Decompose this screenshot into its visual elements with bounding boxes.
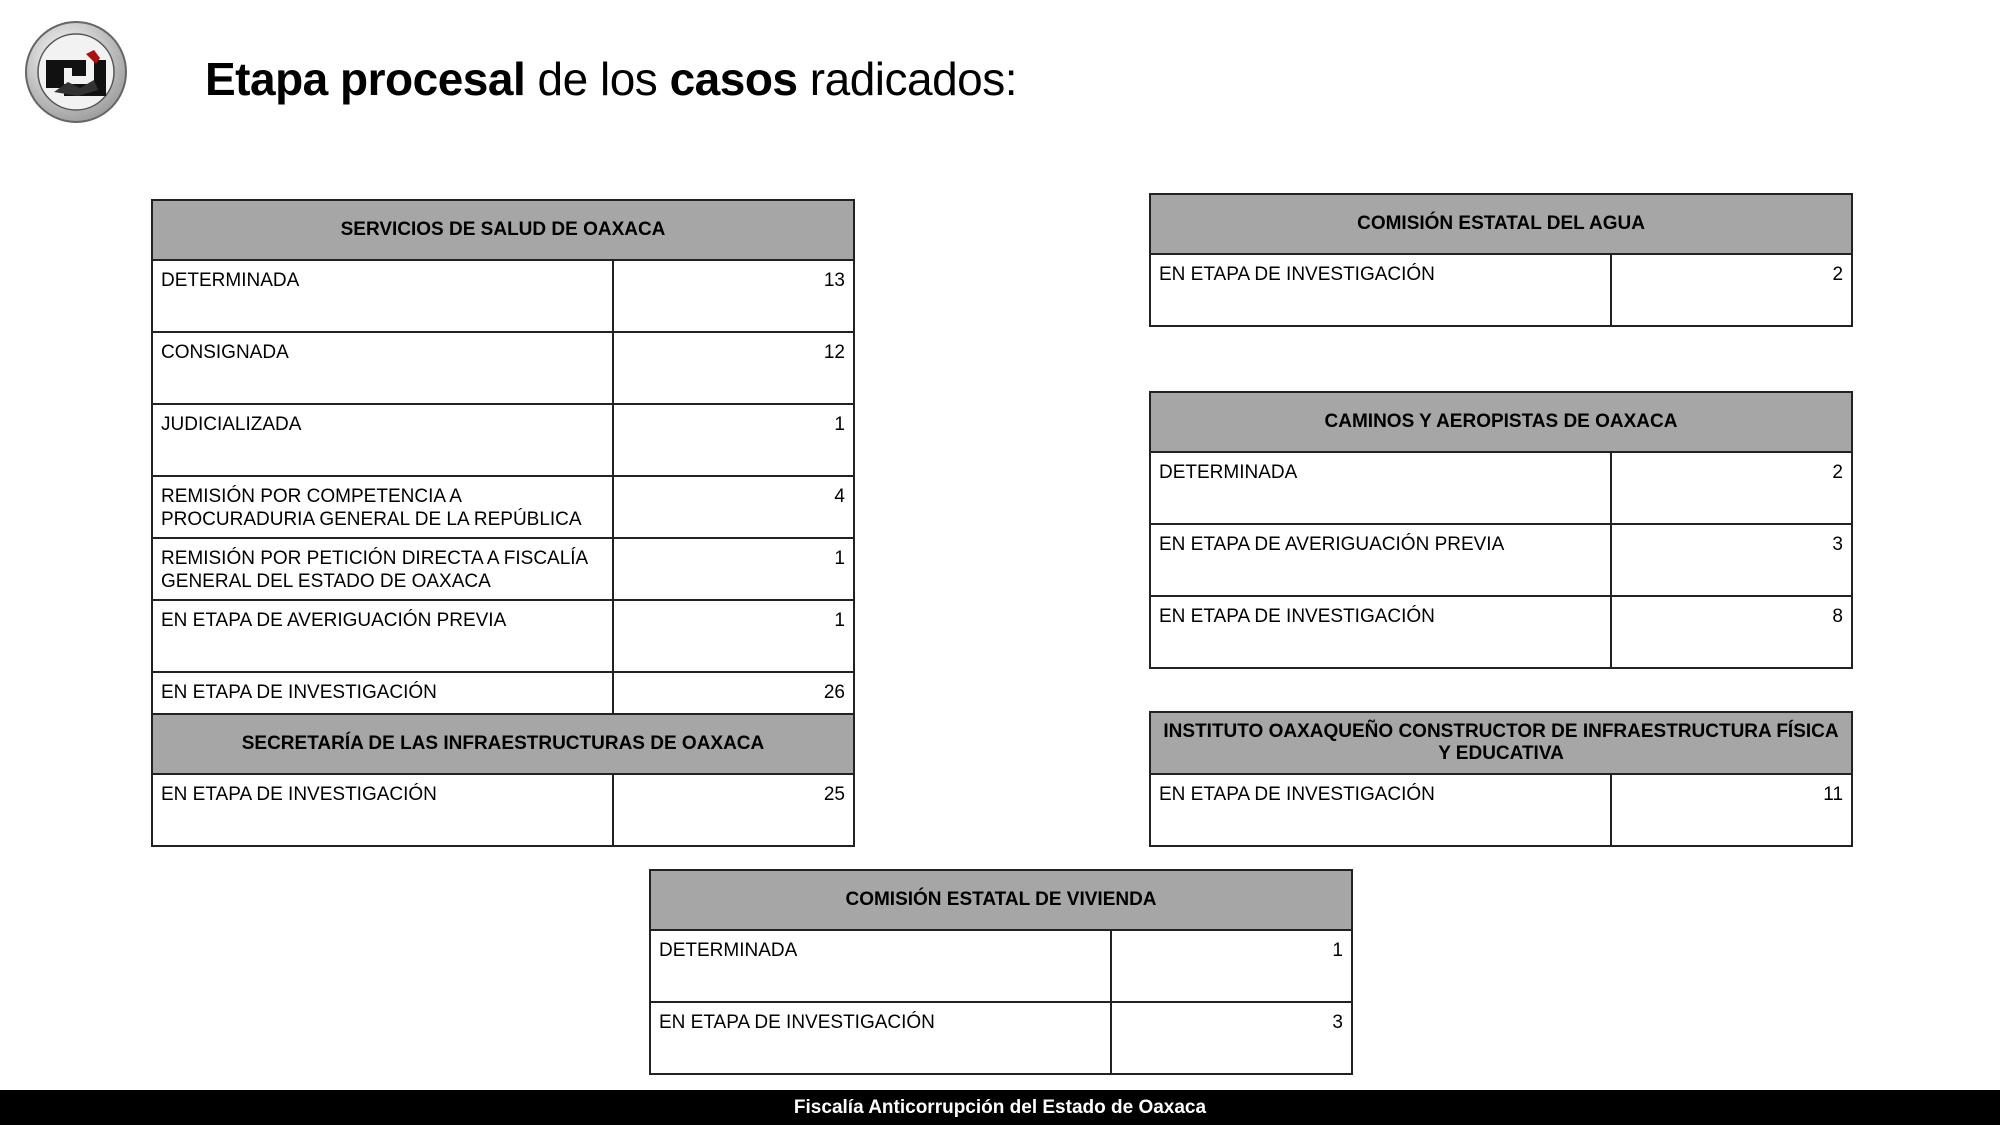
row-label: EN ETAPA DE AVERIGUACIÓN PREVIA [152,600,613,672]
table-row [152,600,854,672]
row-label: DETERMINADA [152,260,613,332]
footer-text: Fiscalía Anticorrupción del Estado de Oaxaca [793,1097,1207,1118]
row-value: 12 [613,332,854,404]
row-value: 3 [1111,1002,1352,1074]
row-value: 1 [613,404,854,476]
table-header: CAMINOS Y AEROPISTAS DE OAXACA [1150,392,1852,452]
row-label: DETERMINADA [1150,452,1611,524]
row-value: 4 [613,476,854,538]
table-row [1150,774,1852,846]
title-strong-2: casos [669,53,798,105]
table-comision-agua [1149,193,1853,327]
row-label: EN ETAPA DE INVESTIGACIÓN [1150,596,1611,668]
row-value: 1 [613,600,854,672]
row-label: EN ETAPA DE AVERIGUACIÓN PREVIA [1150,524,1611,596]
table-row [1150,452,1852,524]
row-label: JUDICIALIZADA [152,404,613,476]
table-row [650,930,1352,1002]
table-servicios-salud [151,199,855,745]
table-comision-vivienda [649,869,1353,1075]
title-text-1: de los [525,53,670,105]
row-label: EN ETAPA DE INVESTIGACIÓN [650,1002,1111,1074]
table-header: INSTITUTO OAXAQUEÑO CONSTRUCTOR DE INFRAESTRUCTURA FÍSICA Y EDUCATIVA [1150,712,1852,774]
table-row [1150,524,1852,596]
table-row [1150,254,1852,326]
row-label: REMISIÓN POR PETICIÓN DIRECTA A FISCALÍA GENERAL DEL ESTADO DE OAXACA [152,538,613,600]
table-row [152,476,854,538]
table-header: SECRETARÍA DE LAS INFRAESTRUCTURAS DE OAXACA [152,714,854,774]
table-row [152,332,854,404]
row-value: 1 [613,538,854,600]
table-header: COMISIÓN ESTATAL DEL AGUA [1150,194,1852,254]
row-value: 13 [613,260,854,332]
table-header: COMISIÓN ESTATAL DE VIVIENDA [650,870,1352,930]
table-row [152,260,854,332]
fiscalia-seal-icon [24,20,128,124]
table-row [650,1002,1352,1074]
table-instituto-constructor [1149,711,1853,847]
row-label: EN ETAPA DE INVESTIGACIÓN [1150,774,1611,846]
page-title [205,52,1017,106]
row-label: EN ETAPA DE INVESTIGACIÓN [152,672,613,744]
row-label: DETERMINADA [650,930,1111,1002]
row-value: 1 [1111,930,1352,1002]
table-row [152,404,854,476]
row-label: EN ETAPA DE INVESTIGACIÓN [1150,254,1611,326]
row-value: 2 [1611,452,1852,524]
table-caminos-aeropistas [1149,391,1853,669]
row-value: 8 [1611,596,1852,668]
footer-bar [0,1090,2000,1125]
row-label: EN ETAPA DE INVESTIGACIÓN [152,774,613,846]
row-value: 26 [613,672,854,744]
table-row [1150,596,1852,668]
table-header: SERVICIOS DE SALUD DE OAXACA [152,200,854,260]
row-label: REMISIÓN POR COMPETENCIA A PROCURADURIA GENERAL DE LA REPÚBLICA [152,476,613,538]
table-secretaria-infraestructuras [151,713,855,847]
row-label: CONSIGNADA [152,332,613,404]
row-value: 2 [1611,254,1852,326]
row-value: 25 [613,774,854,846]
table-row [152,538,854,600]
title-text-2: radicados: [797,53,1018,105]
row-value: 3 [1611,524,1852,596]
title-strong-1: Etapa procesal [205,53,526,105]
table-row [152,774,854,846]
row-value: 11 [1611,774,1852,846]
